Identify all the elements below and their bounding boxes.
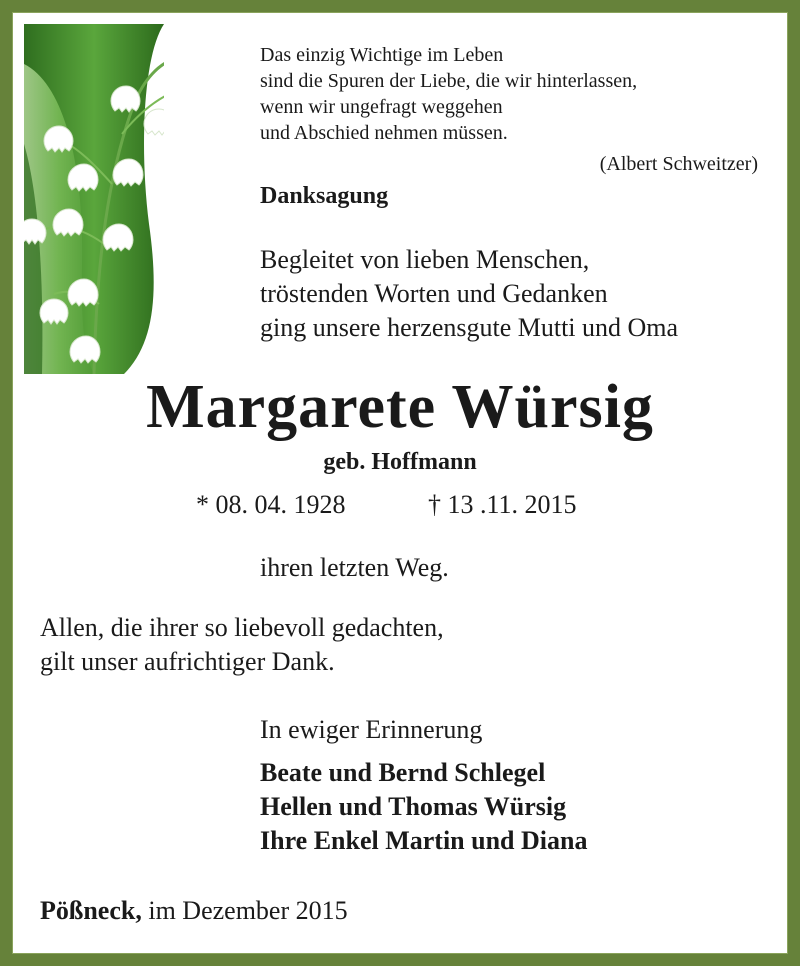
place-date-text: im Dezember 2015 (148, 896, 348, 925)
birth-date: * 08. 04. 1928 (196, 490, 346, 519)
intro-line: tröstenden Worten und Gedanken (260, 279, 608, 308)
family-member: Beate und Bernd Schlegel (260, 758, 546, 787)
intro-line: Begleitet von lieben Menschen, (260, 245, 590, 274)
quote-line: und Abschied nehmen müssen. (260, 122, 508, 144)
lily-of-the-valley-icon (24, 24, 164, 374)
thanks-line: Allen, die ihrer so liebevoll gedachten, (40, 613, 444, 642)
heading: Danksagung (260, 183, 389, 209)
intro-line: ging unsere herzensgute Mutti und Oma (260, 313, 679, 342)
family-member: Ihre Enkel Martin und Diana (260, 826, 588, 855)
memory-text: In ewiger Erinnerung (260, 715, 483, 744)
place-town: Pößneck, (40, 896, 142, 925)
maiden-name: geb. Hoffmann (323, 449, 477, 475)
death-date: † 13 .11. 2015 (428, 490, 577, 519)
quote-line: sind die Spuren der Liebe, die wir hinterlassen, (260, 70, 638, 92)
place-date (40, 896, 348, 926)
thanks-line: gilt unser aufrichtiger Dank. (40, 647, 335, 676)
family-member: Hellen und Thomas Würsig (260, 792, 567, 821)
quote-author: (Albert Schweitzer) (599, 153, 758, 175)
quote-line: Das einzig Wichtige im Leben (260, 44, 504, 66)
final-path-text: ihren letzten Weg. (260, 553, 449, 582)
deceased-name: Margarete Würsig (146, 373, 654, 441)
quote-line: wenn wir ungefragt weggehen (260, 96, 503, 118)
